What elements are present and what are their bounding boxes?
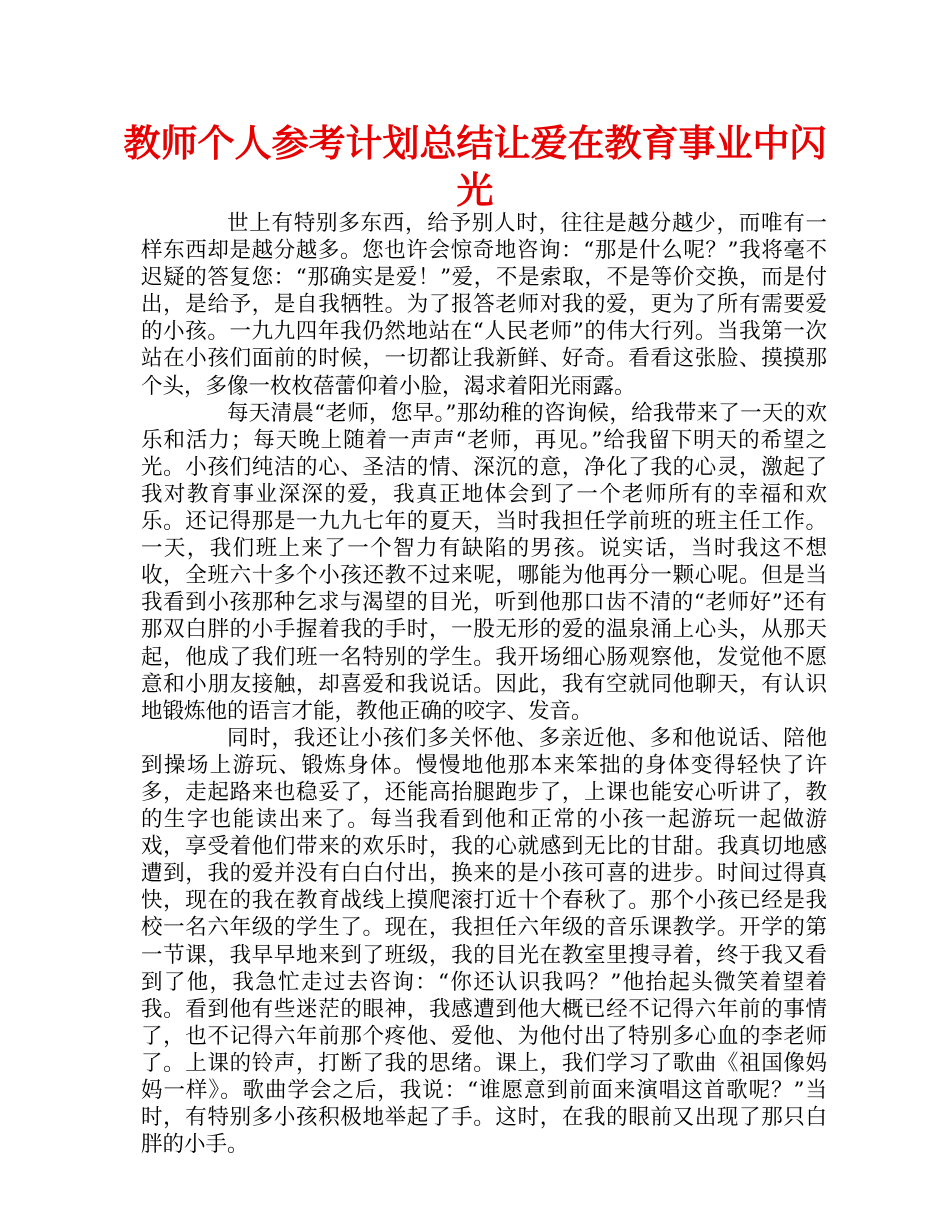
- document-title: 教师个人参考计划总结让爱在教育事业中闪光: [123, 122, 827, 212]
- paragraph-3: 同时，我还让小孩们多关怀他、多亲近他、多和他说话、陪他到操场上游玩、锻炼身体。慢慢地他那本来笨拙的身体变得轻快了许多，走起路来也稳妥了，还能高抬腿跑步了，上课也能安心听讲了，教的生字也能读出来了。每当我看到他和正常的小孩一起游玩一起做游戏，享受着他们带来的欢乐时，我的心就感到无比的甘甜。我真切地感遭到，我的爱并没有白白付出，换来的是小孩可喜的进步。时间过得真快，现在的我在教育战线上摸爬滚打近十个春秋了。那个小孩已经是我校一名六年级的学生了。现在，我担任六年级的音乐课教学。开学的第一节课，我早早地来到了班级，我的目光在教室里搜寻着，终于我又看到了他，我急忙走过去咨询：“你还认识我吗？”他抬起头微笑着望着我。看到他有些迷茫的眼神，我感遭到他大概已经不记得六年前的事情了，也不记得六年前那个疼他、爱他、为他付出了特别多心血的李老师了。上课的铃声，打断了我的思绪。课上，我们学习了歌曲《祖国像妈妈一样》。歌曲学会之后，我说：“谁愿意到前面来演唱这首歌呢？”当时，有特别多小孩积极地举起了手。这时，在我的眼前又出现了那只白胖的小手。: [141, 725, 827, 1158]
- document-body: [141, 210, 827, 1158]
- paragraph-2: 每天清晨“老师，您早。”那幼稚的咨询候，给我带来了一天的欢乐和活力；每天晚上随着一声声“老师，再见。”给我留下明天的希望之光。小孩们纯洁的心、圣洁的情、深沉的意，净化了我的心灵，激起了我对教育事业深深的爱，我真正地体会到了一个老师所有的幸福和欢乐。还记得那是一九九七年的夏天，当时我担任学前班的班主任工作。一天，我们班上来了一个智力有缺陷的男孩。说实话，当时我这不想收，全班六十多个小孩还教不过来呢，哪能为他再分一颗心呢。但是当我看到小孩那种乞求与渴望的目光，听到他那口齿不清的“老师好”还有那双白胖的小手握着我的手时，一股无形的爱的温泉涌上心头，从那天起，他成了我们班一名特别的学生。我开场细心肠观察他，发觉他不愿意和小朋友接触，却喜爱和我说话。因此，我有空就同他聊天，有认识地锻炼他的语言才能，教他正确的咬字、发音。: [141, 400, 827, 724]
- paragraph-1: 世上有特别多东西，给予别人时，往往是越分越少，而唯有一样东西却是越分越多。您也许会惊奇地咨询：“那是什么呢？”我将毫不迟疑的答复您：“那确实是爱！”爱，不是索取，不是等价交换，而是付出，是给予，是自我牺牲。为了报答老师对我的爱，更为了所有需要爱的小孩。一九九四年我仍然地站在“人民老师”的伟大行列。当我第一次站在小孩们面前的时候，一切都让我新鲜、好奇。看看这张脸、摸摸那个头，多像一枚枚蓓蕾仰着小脸，渴求着阳光雨露。: [141, 211, 827, 399]
